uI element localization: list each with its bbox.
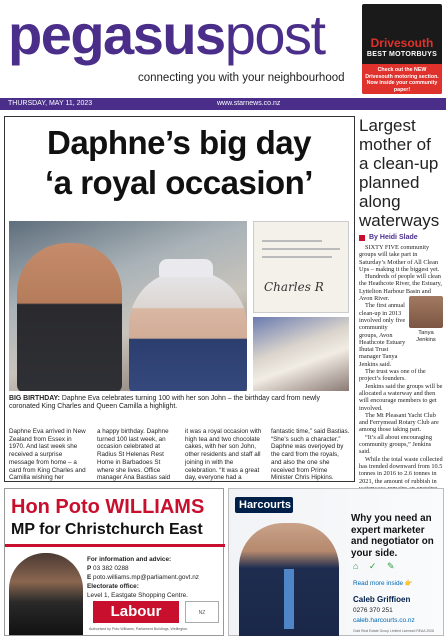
mp-contact: For information and advice: P 03 382 0288 E poto.williams.mp@parliament.govt.nz Electorate office: Level 1, Eastgate Shopping Centre. <box>87 556 199 599</box>
portrait-label: Tanya Jenkins <box>416 330 436 343</box>
tanya-jenkins-photo <box>409 296 443 328</box>
nz-crest-icon: NZ <box>185 601 219 623</box>
royal-card-image[interactable] <box>253 221 349 313</box>
tiara <box>159 259 213 277</box>
authorisation-note: Authorised by Poto Williams, Parliament Buildings, Wellington. <box>89 627 189 631</box>
mp-role: MP for Christchurch East <box>11 521 203 538</box>
photo-daphne <box>129 271 247 391</box>
agent-email[interactable]: caleb.harcourts.co.nz <box>353 617 415 624</box>
side-body: SIXTY FIVE community groups will take part in Saturday’s Mother of All Clean Ups – making it the biggest yet. Hundreds of people will clean the Heathcote River, the Estuary, Lyttelton Harbour Basin and Avon River. The first annual clean-up in 2013 involved only five community groups, Avon Heathcote Estuary Ihutai Trust manager Tanya Jenkins said. The trust was one of the project’s founders. Jenkins said the groups will be allocated a waterway and then will encourage members to get involved. The Mt Pleasant Yacht Club and Ferrymead Rotary Club are among those taking part. “It’s all about encouraging community groups,” Jenkins said. While the total waste collected has trended downward from 10.5 tonnes in 2016 to 2.6 tonnes in 2021, the amount of rubbish in <box>359 244 443 509</box>
birthday-photo[interactable] <box>9 221 247 391</box>
byline-marker-icon <box>359 235 365 241</box>
mp-email[interactable]: poto.williams.mp@parliament.govt.nz <box>93 574 199 581</box>
drivesouth-promo: Check out the NEW Drivesouth motoring section. Now inside your community paper! <box>362 64 442 94</box>
site-url[interactable]: www.starnews.co.nz <box>217 100 281 107</box>
agent-name: Caleb Griffioen <box>353 595 411 604</box>
mp-phone[interactable]: 03 382 0288 <box>93 565 129 572</box>
photo-caption: BIG BIRTHDAY: Daphne Eva celebrates turning 100 with her son John – the birthday card from newly coronated King Charles and Queen Camilla a highlight. <box>9 395 320 411</box>
brand-logo[interactable]: pegasuspost <box>8 3 325 66</box>
lead-col-4: fantastic time,” said Bastias. “She’s such a character.” Daphne was overjoyed by the card from the royals, and also the one she received from Prime Minister Chris Hipkins. <box>271 428 350 482</box>
lead-col-3: it was a royal occasion with high tea and two chocolate cakes, with her son John, other residents and staff all joining in with the celebration. “It was a great day, everyone had a <box>185 428 262 482</box>
mp-name: Hon Poto WILLIAMS <box>11 496 205 518</box>
drivesouth-logo: Drivesouth <box>370 36 434 50</box>
read-more-link[interactable]: Read more inside 👉 <box>353 580 413 587</box>
ad-divider <box>5 544 225 547</box>
drivesouth-ad[interactable] <box>362 4 442 94</box>
harcourts-logo: Harcourts <box>235 497 293 513</box>
harcourts-headline: Why you need an expert marketer and negotiator on your side. <box>351 513 434 559</box>
agent-tie <box>284 569 294 629</box>
lead-body <box>9 428 351 482</box>
tagline: connecting you with your neighbourhood <box>138 72 345 84</box>
issue-date: THURSDAY, MAY 11, 2023 <box>8 100 93 107</box>
home-check-pen-icons: ⌂ ✓ ✎ <box>353 561 399 571</box>
harcourts-ad[interactable] <box>228 488 444 636</box>
lead-headline[interactable]: Daphne’s big day ‘a royal occasion’ <box>45 124 313 201</box>
lead-col-2: a happy birthday. Daphne turned 100 last week, an occasion celebrated at Radius St Helenas Rest Home in Barbadoes St where she lives. Office manager Ana Bastias said <box>97 428 171 482</box>
drivesouth-subtitle: BEST MOTORBUYS <box>366 51 438 58</box>
royal-signature: Charles R <box>264 280 324 294</box>
agent-phone[interactable]: 0276 370 251 <box>353 607 393 614</box>
side-byline: By Heidi Slade <box>359 234 443 241</box>
royals-photo[interactable] <box>253 317 349 391</box>
labour-logo: Labour <box>93 601 179 623</box>
date-bar <box>0 98 446 110</box>
lead-col-1: Daphne Eva arrived in New Zealand from Essex in 1970. And last week she received a surprise message from home – a card from King Charles and Camilla wishing her <box>9 428 86 482</box>
photo-son <box>17 243 122 391</box>
masthead <box>0 0 446 98</box>
side-headline[interactable]: Largest mother of a clean-up planned along waterways <box>359 116 440 230</box>
harcourts-fine-print: Gold Real Estate Group Limited Licensed REAA 2008 <box>353 629 434 633</box>
mp-photo <box>9 553 83 635</box>
labour-mp-ad[interactable] <box>4 488 224 636</box>
side-story <box>359 116 443 509</box>
lead-story <box>4 116 355 482</box>
